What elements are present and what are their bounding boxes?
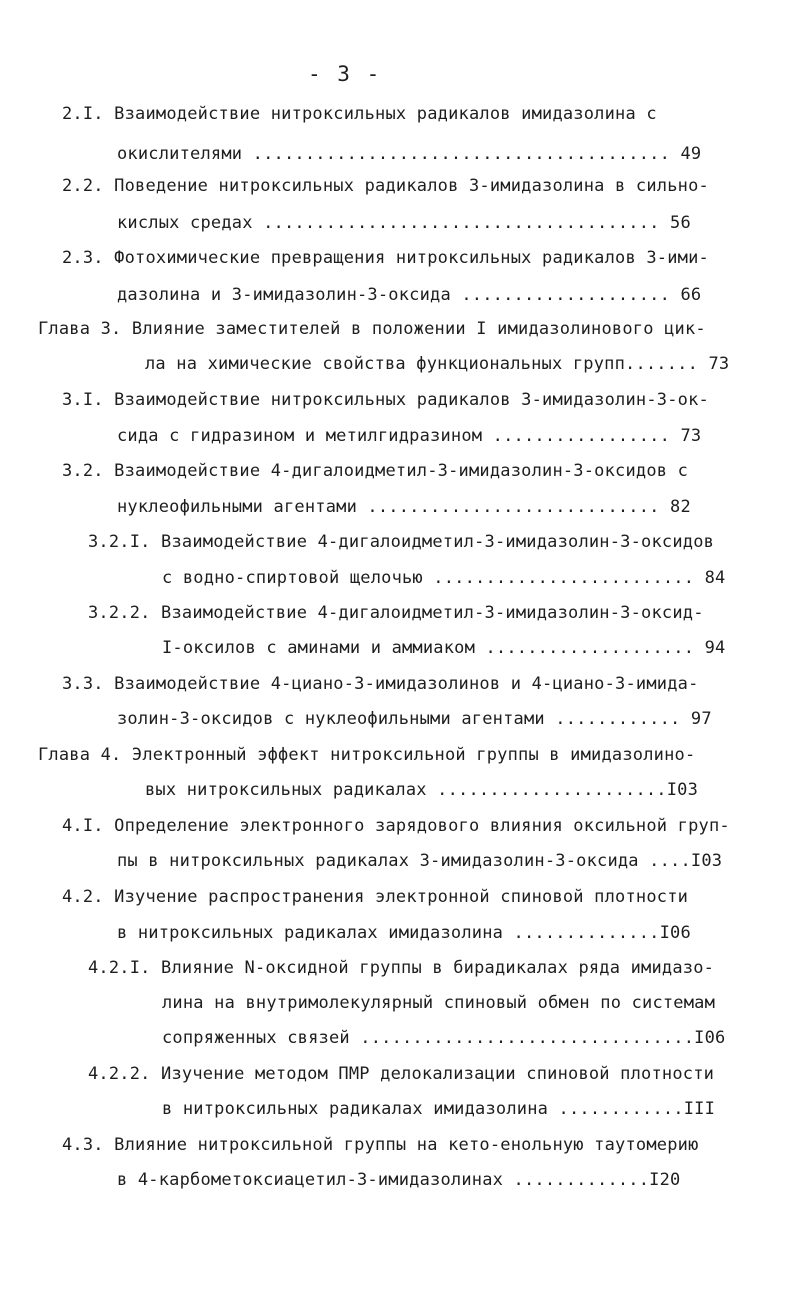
toc-chapter-4-line-2: вых нитроксильных радикалах ......................I03 <box>145 780 699 800</box>
toc-entry-3-2-1-line-2: с водно-спиртовой щелочью ......................... 84 <box>162 568 726 588</box>
toc-entry-3-2-line-2: нуклеофильными агентами ............................ 82 <box>117 497 691 517</box>
toc-entry-4-2-1-line-2: лина на внутримолекулярный спиновый обмен по системам <box>162 993 716 1013</box>
toc-entry-3-2-2-line-1: 3.2.2. Взаимодействие 4-дигалоидметил-3-имидазолин-3-оксид- <box>88 603 704 623</box>
toc-entry-4-3-line-1: 4.3. Влияние нитроксильной группы на кето-енольную таутомерию <box>62 1135 699 1155</box>
toc-entry-4-2-line-2: в нитроксильных радикалах имидазолина ..............I06 <box>117 923 691 943</box>
toc-entry-2-2-line-1: 2.2. Поведение нитроксильных радикалов 3-имидазолина в сильно- <box>62 176 709 196</box>
toc-entry-4-3-line-2: в 4-карбометоксиацетил-3-имидазолинах .............I20 <box>117 1170 681 1190</box>
toc-entry-2-3-line-2: дазолина и 3-имидазолин-3-оксида .................... 66 <box>117 285 702 305</box>
toc-entry-2-3-line-1: 2.3. Фотохимические превращения нитроксильных радикалов 3-ими- <box>62 248 709 268</box>
toc-entry-4-2-1-line-3: сопряженных связей ................................I06 <box>162 1028 726 1048</box>
toc-entry-2-1-line-1: 2.I. Взаимодействие нитроксильных радикалов имидазолина с <box>62 104 657 124</box>
toc-entry-3-1-line-1: 3.I. Взаимодействие нитроксильных радикалов 3-имидазолин-3-ок- <box>62 390 709 410</box>
toc-entry-4-2-line-1: 4.2. Изучение распространения электронной спиновой плотности <box>62 887 689 907</box>
toc-chapter-3-line-2: ла на химические свойства функциональных групп....... 73 <box>145 354 730 374</box>
toc-chapter-3-line-1: Глава 3. Влияние заместителей в положении I имидазолинового цик- <box>38 319 706 339</box>
toc-entry-4-1-line-1: 4.I. Определение электронного зарядового влияния оксильной груп- <box>62 816 730 836</box>
toc-entry-2-1-line-2: окислителями ........................................ 49 <box>117 144 702 164</box>
toc-entry-4-2-2-line-2: в нитроксильных радикалах имидазолина ............III <box>162 1099 716 1119</box>
toc-chapter-4-line-1: Глава 4. Электронный эффект нитроксильной группы в имидазолино- <box>38 745 696 765</box>
toc-entry-3-2-1-line-1: 3.2.I. Взаимодействие 4-дигалоидметил-3-имидазолин-3-оксидов <box>88 532 715 552</box>
page-number: - 3 - <box>308 62 382 86</box>
toc-entry-3-3-line-2: золин-3-оксидов с нуклеофильными агентами ............ 97 <box>117 709 712 729</box>
toc-entry-4-1-line-2: пы в нитроксильных радикалах 3-имидазолин-3-оксида ....I03 <box>117 851 723 871</box>
toc-entry-3-2-line-1: 3.2. Взаимодействие 4-дигалоидметил-3-имидазолин-3-оксидов с <box>62 461 689 481</box>
toc-entry-4-2-1-line-1: 4.2.I. Влияние N-оксидной группы в бирадикалах ряда имидазо- <box>88 958 715 978</box>
toc-entry-4-2-2-line-1: 4.2.2. Изучение методом ПМР делокализации спиновой плотности <box>88 1064 715 1084</box>
toc-entry-3-3-line-1: 3.3. Взаимодействие 4-циано-3-имидазолинов и 4-циано-3-имида- <box>62 674 699 694</box>
toc-entry-3-2-2-line-2: I-оксилов с аминами и аммиаком .................... 94 <box>162 638 726 658</box>
toc-entry-2-2-line-2: кислых средах ...................................... 56 <box>117 213 691 233</box>
toc-entry-3-1-line-2: сида с гидразином и метилгидразином ................. 73 <box>117 426 702 446</box>
